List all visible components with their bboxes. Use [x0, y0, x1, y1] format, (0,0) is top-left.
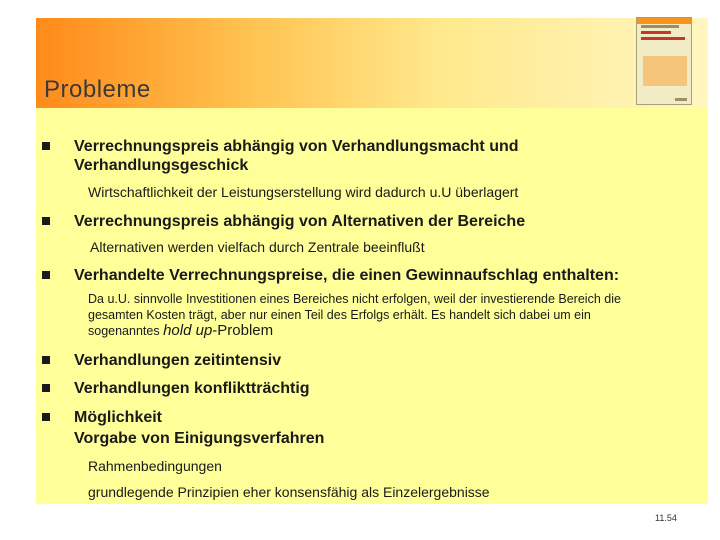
slide-title: Probleme	[44, 76, 151, 103]
square-bullet-icon	[42, 217, 50, 225]
sub-bullet-text: Rahmenbedingungen	[88, 458, 222, 474]
sub-bullet-text: grundlegende Prinzipien eher konsensfähig als Einzelergebnisse	[88, 484, 490, 500]
bullet-text: Verhandelte Verrechnungspreise, die einen Gewinnaufschlag enthalten:	[74, 267, 620, 284]
sub-bullet-text: sogenanntes	[88, 324, 160, 338]
emphasis-text: hold up	[163, 322, 213, 339]
book-cover-image	[636, 17, 692, 105]
bullet-text: Vorgabe von Einigungsverfahren	[74, 430, 325, 447]
square-bullet-icon	[42, 271, 50, 279]
bullet-text: Verhandlungsgeschick	[74, 157, 249, 174]
sub-bullet-text: Wirtschaftlichkeit der Leistungserstellung wird dadurch u.U überlagert	[88, 184, 519, 200]
bullet-text: Verrechnungspreis abhängig von Verhandlungsmacht und	[74, 138, 519, 155]
bullet-text: Möglichkeit	[74, 409, 163, 426]
sub-bullet-text: Da u.U. sinnvolle Investitionen eines Bereiches nicht erfolgen, weil der investierende Bereich die	[88, 292, 621, 306]
sub-bullet-text: gesamten Kosten trägt, aber nur einen Teil des Erfolgs erhält. Es handelt sich dabei um ein	[88, 308, 591, 322]
bullet-text: Verrechnungspreis abhängig von Alternativen der Bereiche	[74, 213, 526, 230]
sub-bullet-text	[88, 323, 273, 339]
square-bullet-icon	[42, 413, 50, 421]
page-number: 11.54	[655, 513, 677, 523]
bullet-text: Verhandlungen zeitintensiv	[74, 352, 282, 369]
square-bullet-icon	[42, 356, 50, 364]
square-bullet-icon	[42, 384, 50, 392]
sub-bullet-text: -Problem	[212, 322, 274, 339]
bullet-text: Verhandlungen konfliktträchtig	[74, 380, 310, 397]
sub-bullet-text: Alternativen werden vielfach durch Zentrale beeinflußt	[90, 239, 425, 255]
square-bullet-icon	[42, 142, 50, 150]
